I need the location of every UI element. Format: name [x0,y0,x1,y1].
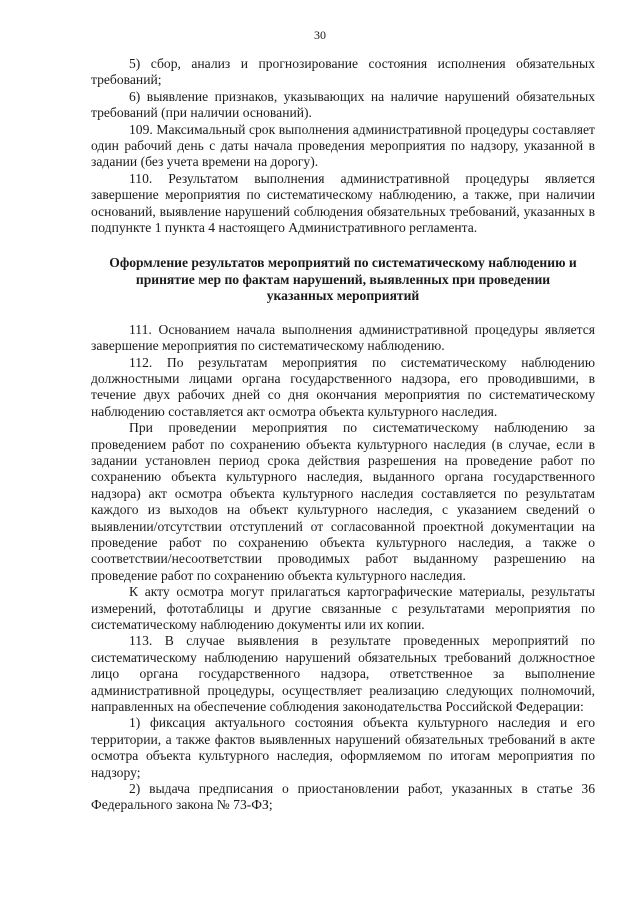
paragraph-111: 111. Основанием начала выполнения административной процедуры является завершение мероприятия по систематическому наблюдению. [91,321,595,354]
paragraph-attachments: К акту осмотра могут прилагаться картографические материалы, результаты измерений, фототаблицы и другие связанные с результатами мероприятия по систематическому наблюдению документы или их копии. [91,584,595,632]
paragraph-inspection-during-works: При проведении мероприятия по систематическому наблюдению за проведением работ по сохранению объекта культурного наследия (в случае, если в задании установлен период срока действия разрешения на проведение работ по сохранению объекта культурного наследия, выданного органа государственного надзора) акт осмотра объекта культурного наследия составляется по результатам каждого из выходов на объект культурного наследия, с указанием сведений о выявлении/отсутствии отступлений от согласованной проектной документации на проведение работ по сохранению объекта культурного наследия, а также о соответствии/несоответствии проводимых работ выданному разрешению на проведение работ по сохранению объекта культурного наследия. [91,420,595,583]
paragraph-item-2: 2) выдача предписания о приостановлении работ, указанных в статье 36 Федерального закона № 73-ФЗ; [91,781,595,813]
paragraph-item-5: 5) сбор, анализ и прогнозирование состояния исполнения обязательных требований; [91,56,595,88]
paragraph-109: 109. Максимальный срок выполнения административной процедуры составляет один рабочий день с даты начала проведения мероприятия по надзору, указанной в задании (без учета времени на дорогу). [91,121,595,170]
paragraph-112: 112. По результатам мероприятия по систематическому наблюдению должностными лицами органа государственного надзора, его проводившими, в течение двух рабочих дней со дня окончания мероприятия по систематическому наблюдению составляется акт осмотра объекта культурного наследия. [91,354,595,419]
paragraph-110: 110. Результатом выполнения административной процедуры является завершение мероприятия по систематическому наблюдению, а также, при наличии оснований, выявление нарушений соблюдения обязательных требований, указанных в подпункте 1 пункта 4 настоящего Административного регламента. [91,170,595,236]
paragraph-item-1: 1) фиксация актуального состояния объекта культурного наследия и его территории, а также фактов выявленных нарушений обязательных требований в акте осмотра объекта культурного наследия, оформляемом по итогам мероприятия по надзору; [91,715,595,780]
paragraph-item-6: 6) выявление признаков, указывающих на наличие нарушений обязательных требований (при наличии оснований). [91,88,595,121]
page-number: 30 [314,28,326,42]
paragraph-113: 113. В случае выявления в результате проведенных мероприятий по систематическому наблюдению нарушений обязательных требований должностное лицо органа государственного надзора, ответственное за выполнение административной процедуры, осуществляет реализацию следующих полномочий, направленных на обеспечение соблюдения законодательства Российской Федерации: [91,633,595,715]
page-body [91,56,595,814]
section-heading: Оформление результатов мероприятий по систематическому наблюдению и принятие мер по фактам нарушений, выявленных при проведении указанных мероприятий [109,255,577,304]
